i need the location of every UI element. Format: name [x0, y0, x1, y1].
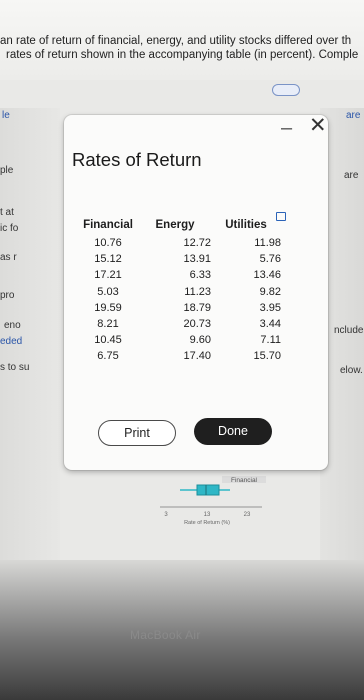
table-cell: 10.76 — [94, 237, 122, 250]
table-row — [77, 316, 281, 332]
table-cell: 5.03 — [97, 285, 119, 298]
tick-label: 3 — [164, 512, 168, 518]
done-button[interactable]: Done — [194, 418, 272, 445]
minimize-icon[interactable]: – — [281, 117, 293, 139]
tick-label: 23 — [243, 512, 251, 518]
boxplot-label: Financial — [230, 477, 258, 484]
table-cell: 17.21 — [94, 269, 122, 282]
left-fragment: eded — [0, 336, 23, 347]
table-cell: 10.45 — [94, 334, 122, 347]
table-cell: 13.91 — [183, 253, 211, 266]
left-fragment: s to su — [0, 362, 30, 373]
left-fragment: ple — [0, 165, 14, 176]
left-fragment: as r — [0, 252, 17, 263]
table-row — [77, 251, 281, 267]
table-cell: 6.33 — [189, 269, 211, 282]
table-row — [77, 235, 281, 251]
table-cell: 7.11 — [260, 334, 281, 347]
table-cell: 8.21 — [97, 318, 119, 331]
axis-label: Rate of Return (%) — [184, 520, 230, 526]
table-cell: 15.70 — [253, 350, 281, 363]
table-cell: 11.23 — [184, 285, 211, 298]
table-row — [77, 348, 281, 364]
column-header-utilities: Utilities — [225, 219, 267, 231]
table-cell: 6.75 — [97, 350, 119, 363]
left-fragment: pro — [0, 290, 15, 301]
table-row — [77, 332, 281, 348]
table-cell: 3.95 — [259, 301, 281, 314]
table-cell: 12.72 — [183, 237, 211, 250]
table-cell: 3.44 — [259, 318, 281, 331]
more-dots-icon[interactable] — [272, 84, 300, 96]
laptop-brand-label: MacBook Air — [130, 628, 201, 642]
rates-of-return-dialog — [64, 115, 328, 470]
boxplot-box — [197, 485, 219, 495]
table-cell: 15.12 — [94, 253, 122, 266]
right-fragment: elow. — [340, 365, 363, 376]
close-icon[interactable]: ✕ — [309, 114, 327, 137]
table-cell: 9.82 — [259, 285, 281, 298]
table-cell: 17.40 — [183, 350, 211, 363]
dialog-title: Rates of Return — [72, 149, 202, 170]
table-cell: 20.73 — [183, 318, 211, 331]
boxplot-preview — [150, 476, 270, 534]
column-header-financial: Financial — [83, 219, 133, 231]
table-row — [77, 267, 281, 283]
device-bezel — [0, 560, 364, 700]
table-cell: 11.98 — [254, 237, 281, 250]
left-panel — [0, 108, 60, 578]
table-header-row — [77, 219, 281, 235]
table-cell: 9.60 — [189, 334, 211, 347]
left-tab[interactable]: le — [2, 110, 10, 121]
question-header — [0, 0, 364, 80]
right-fragment: nclude — [334, 325, 364, 336]
table-row — [77, 300, 281, 316]
print-button[interactable]: Print — [98, 420, 176, 446]
table-row — [77, 284, 281, 300]
table-cell: 19.59 — [94, 301, 122, 314]
column-header-energy: Energy — [155, 219, 195, 231]
left-fragment: t at — [0, 207, 14, 218]
table-cell: 13.46 — [253, 269, 281, 282]
table-cell: 18.79 — [183, 301, 211, 314]
right-fragment: are — [344, 170, 359, 181]
table-cell: 5.76 — [259, 253, 281, 266]
question-text-line-2: rates of return shown in the accompanying table (in percent). Comple — [6, 49, 359, 61]
rates-table — [77, 219, 281, 365]
question-text-line-1: an rate of return of financial, energy, and utility stocks differed over th — [0, 35, 352, 47]
right-tab[interactable]: are — [346, 110, 361, 121]
tick-label: 13 — [203, 512, 211, 518]
left-fragment: eno — [4, 320, 21, 331]
left-fragment: ic fo — [0, 223, 19, 234]
